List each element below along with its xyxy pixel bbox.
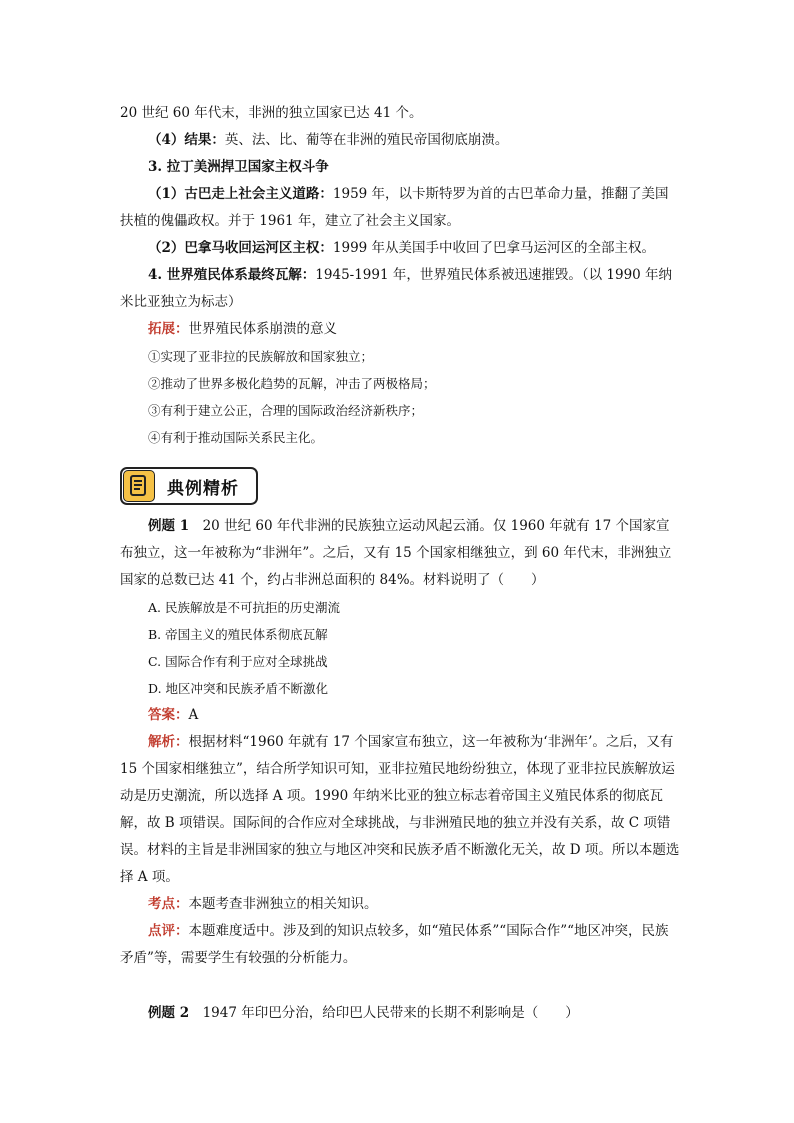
example-1-question <box>120 513 680 594</box>
example-1-point <box>120 891 680 918</box>
extension-label: 拓展： <box>148 321 189 337</box>
result-label: （4）结果： <box>148 132 225 148</box>
answer-label: 答案： <box>148 707 189 723</box>
document-list-icon <box>123 470 155 502</box>
banner-label: 典例精析 <box>167 478 239 499</box>
answer-value: A <box>188 707 199 723</box>
result-text: 英、法、比、葡等在非洲的殖民帝国彻底崩溃。 <box>224 132 509 148</box>
section-3-1 <box>120 181 680 235</box>
section-3-1-label: （1）古巴走上社会主义道路： <box>148 186 333 202</box>
example-2-text: 1947 年印巴分治，给印巴人民带来的长期不利影响是（ ） <box>202 1005 579 1021</box>
example-1-answer <box>120 702 680 729</box>
extension-point-1: ①实现了亚非拉的民族解放和国家独立； <box>148 349 374 364</box>
comment-label: 点评： <box>148 923 189 939</box>
example-1-analysis <box>120 729 680 891</box>
example-1-option-c: C. 国际合作有利于应对全球挑战 <box>148 654 328 669</box>
point-label: 考点： <box>148 896 189 912</box>
example-2-question <box>120 1000 680 1027</box>
example-1-title: 例题 1 <box>148 518 190 534</box>
example-1-text: 20 世纪 60 年代非洲的民族独立运动风起云涌。仅 1960 年就有 17 个国家宣布独立，这一年被称为“非洲年”。之后，又有 15 个国家相继独立，到 60 年代末，非洲独立国家的总数已达 41 个，约占非洲总面积的 84%。材料说明了（ ） <box>120 518 672 588</box>
extension-title: 世界殖民体系崩溃的意义 <box>188 321 337 337</box>
example-1-comment <box>120 918 680 972</box>
example-1-option-a: A. 民族解放是不可抗拒的历史潮流 <box>148 600 340 615</box>
section-4 <box>120 262 680 316</box>
result-item <box>120 127 680 154</box>
extension-point-2: ②推动了世界多极化趋势的瓦解，冲击了两极格局； <box>148 376 436 391</box>
section-3-2-text: 1999 年从美国手中收回了巴拿马运河区的全部主权。 <box>332 240 656 256</box>
analysis-text: 根据材料“1960 年就有 17 个国家宣布独立，这一年被称为‘非洲年’。之后，又有 15 个国家相继独立”，结合所学知识可知，亚非拉殖民地纷纷独立，体现了亚非拉民族解放运动是历史潮流，所以选择 A 项。1990 年纳米比亚的独立标志着帝国主义殖民体系的彻底瓦解，故 B 项错误。国际间的合作应对全球挑战，与非洲殖民地的独立并没有关系，故 C 项错误。材料的主旨是非洲国家的独立与地区冲突和民族矛盾不断激化无关，故 D 项。所以本题选择 A 项。 <box>120 734 680 885</box>
section-3-2-label: （2）巴拿马收回运河区主权： <box>148 240 333 256</box>
document-page <box>120 100 680 1027</box>
example-2-title: 例题 2 <box>148 1005 190 1021</box>
extension-heading <box>120 316 680 343</box>
section-3-1-text: 1959 年，以卡斯特罗为首的古巴革命力量，推翻了美国扶植的傀儡政权。并于 1961 年，建立了社会主义国家。 <box>120 186 669 229</box>
point-text: 本题考查非洲独立的相关知识。 <box>188 896 378 912</box>
analysis-label: 解析： <box>148 734 189 750</box>
section-banner <box>120 467 258 505</box>
independence-count-line: 20 世纪 60 年代末，非洲的独立国家已达 41 个。 <box>120 105 423 121</box>
extension-point-4: ④有利于推动国际关系民主化。 <box>148 430 324 445</box>
section-3-2 <box>120 235 680 262</box>
example-1-option-d: D. 地区冲突和民族矛盾不断激化 <box>148 681 329 696</box>
comment-text: 本题难度适中。涉及到的知识点较多，如“殖民体系”“国际合作”“地区冲突，民族矛盾”等，需要学生有较强的分析能力。 <box>120 923 669 966</box>
example-1-option-b: B. 帝国主义的殖民体系彻底瓦解 <box>148 627 328 642</box>
section-4-text: 1945-1991 年，世界殖民体系被迅速摧毁。（以 1990 年纳米比亚独立为标志） <box>120 267 673 310</box>
extension-point-3: ③有利于建立公正，合理的国际政治经济新秩序； <box>148 403 424 418</box>
section-3-title: 3. 拉丁美洲捍卫国家主权斗争 <box>148 159 329 175</box>
section-4-label: 4. 世界殖民体系最终瓦解： <box>148 267 316 283</box>
spacer <box>120 972 680 1000</box>
